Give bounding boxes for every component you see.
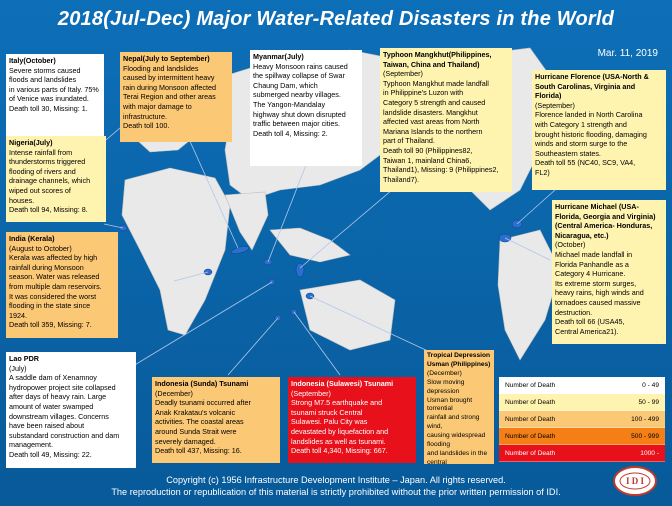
box-sunda: Indonesia (Sunda) Tsunami (December) Deadly tsunami occurred after Anak Krakatau's volcanic activities. The coastal areas around Sunda Strait were severely damaged. Death toll 437, Missing: 16. xyxy=(152,377,280,463)
box-myanmar: Myanmar(July) Heavy Monsoon rains caused the spillway collapse of Swar Chaung Dam, which submerged nearby villages. The Yangon-Mandalay highway shut down disrupted traffic between major cities. Death toll 4, Missing: 2. xyxy=(250,50,362,166)
box-heading: India (Kerala) xyxy=(9,234,55,243)
legend-row: Number of Death 50 - 99 xyxy=(499,394,665,411)
date-label: Mar. 11, 2019 xyxy=(597,48,658,59)
box-laos: Lao PDR (July) A saddle dam of Xenamnoy hydropower project site collapsed after days of heavy rain. Large amount of water swamped downstream villages. Concerns have been raised about substandard construction and dam management. Death toll 49, Missing: 22. xyxy=(6,352,136,468)
box-sulawesi: Indonesia (Sulawesi) Tsunami (September) Strong M7.5 earthquake and tsunami struck Central Sulawesi. Palu City was devastated by liquefaction and landslides as well as tsunami. Death toll 4,340, Missing: 667. xyxy=(288,377,416,463)
footer xyxy=(0,474,672,498)
box-usman: Tropical Depression Usman (Philippines) (December) Slow moving depression Usman brought torrential rainfall and strong wind, causing widespread flooding and landslides in the central xyxy=(424,350,494,464)
box-heading: Indonesia (Sulawesi) Tsunami xyxy=(291,379,394,388)
idi-logo xyxy=(612,464,658,498)
legend xyxy=(499,377,665,462)
land-indonesia xyxy=(270,228,350,262)
box-india: India (Kerala) (August to October) Kerala was affected by high rainfall during Monsoon season. Water was released from multiple dam reservoirs. It was considered the worst flooding in the state since 1924. Death toll 359, Missing: 7. xyxy=(6,232,118,338)
box-italy: Italy(October) Severe storms caused floods and landslides in various parts of Italy. 75% of Venice was inundated. Death toll 30, Missing: 1. xyxy=(6,54,104,144)
box-heading: Indonesia (Sunda) Tsunami xyxy=(155,379,249,388)
box-heading: Typhoon Mangkhut(Philippines, Taiwan, China and Thailand) xyxy=(383,50,492,69)
box-nepal: Nepal(July to September) Flooding and landslides caused by intermittent heavy rain during Monsoon affected Terai Region and other areas with major damage to infrastructure. Death toll 100. xyxy=(120,52,232,142)
box-heading: Italy(October) xyxy=(9,56,56,65)
marker-nepal xyxy=(231,245,250,255)
reproduction-notice: The reproduction or republication of this material is strictly prohibited without the prior written permission of IDI. xyxy=(111,487,561,497)
legend-row: Number of Death 0 - 49 xyxy=(499,377,665,394)
legend-row: Number of Death 1000 - xyxy=(499,445,665,462)
box-heading: Myanmar(July) xyxy=(253,52,304,61)
box-heading: Nigeria(July) xyxy=(9,138,53,147)
box-heading: Hurricane Florence (USA-North & South Carolinas, Virginia and Florida) xyxy=(535,72,649,101)
page-title: 2018(Jul-Dec) Major Water-Related Disasters in the World xyxy=(57,8,615,30)
legend-row: Number of Death 500 - 999 xyxy=(499,428,665,445)
box-michael: Hurricane Michael (USA-Florida, Georgia and Virginia) (Central America- Honduras, Nicaragua, etc.) (October) Michael made landfall in Florida Panhandle as a Category 4 Hurricane. Its extreme storm surges, heavy rains, high winds and tornadoes caused massive destruction. Death toll 66 (USA45, Central America21). xyxy=(552,200,666,344)
box-heading: Hurricane Michael (USA-Florida, Georgia and Virginia) (Central America- Honduras, Nicaragua, etc.) xyxy=(555,202,656,240)
box-mangkhut: Typhoon Mangkhut(Philippines, Taiwan, China and Thailand) (September) Typhoon Mangkhut made landfall in Philippine's Luzon with Category 5 strength and caused landslide disasters. Mangkhut affected vast areas from North Mariana Islands to the northern part of Thailand. Death toll 90 (Philippines82, Taiwan 1, mainland China6, Thailand1), Missing: 9 (Philippines2, Thailand7). xyxy=(380,48,512,192)
marker-mangkhut xyxy=(296,263,304,277)
logo-text: I D I xyxy=(625,476,645,486)
copyright-line: Copyright (c) 1956 Infrastructure Development Institute – Japan. All rights reserved. xyxy=(166,475,506,485)
box-heading: Nepal(July to September) xyxy=(123,54,210,63)
land-india xyxy=(225,192,268,250)
legend-row: Number of Death 100 - 499 xyxy=(499,411,665,428)
box-heading: Lao PDR xyxy=(9,354,39,363)
box-florence: Hurricane Florence (USA-North & South Carolinas, Virginia and Florida) (September) Florence landed in North Carolina with Category 1 strength and brought historic flooding, damaging winds and storm surge to the Southeastern states. Death toll 55 (NC40, SC9, VA4, FL2) xyxy=(532,70,666,190)
land-africa xyxy=(122,168,230,335)
box-heading: Tropical Depression Usman (Philippines) xyxy=(427,352,491,368)
box-nigeria: Nigeria(July) Intense rainfall from thunderstorms triggered flooding of rivers and drainage channels, which wiped out scores of houses. Death toll 94, Missing: 8. xyxy=(6,136,106,222)
